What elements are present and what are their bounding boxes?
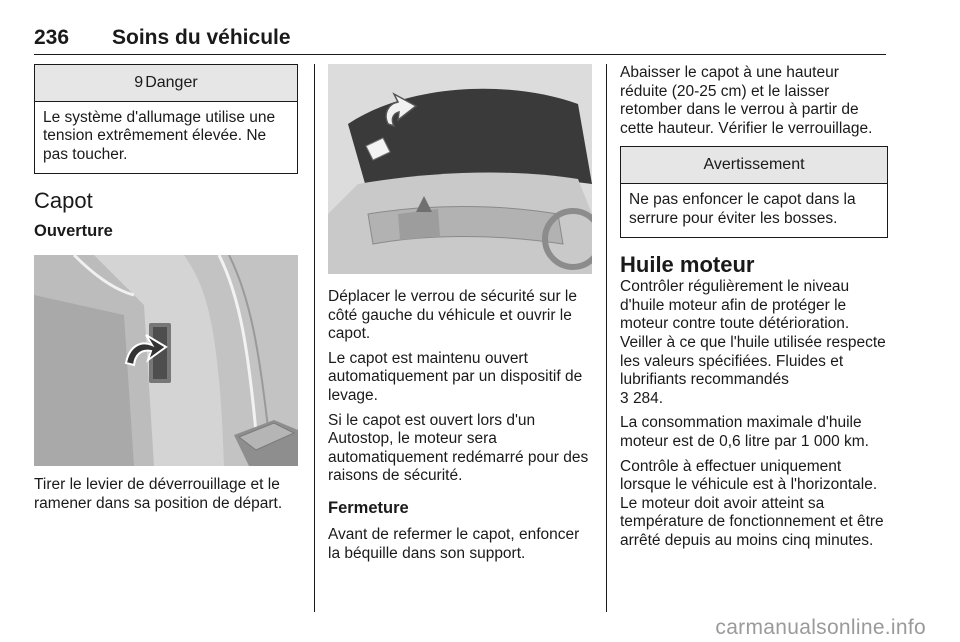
paragraph-1: Abaisser le capot à une hauteur réduite (20-25 cm) et le laisser retomber dans le verrou à partir de cette hauteur. Vérifier le verrouillage. <box>620 64 873 137</box>
paragraph-4: Contrôle à effectuer uniquement lorsque le véhicule est à l'horizontale. Le moteur doit avoir atteint sa température de fonctionnement et être arrêté depuis au moins cinq minutes. <box>620 457 884 549</box>
column-2 <box>328 64 592 563</box>
heading-capot: Capot <box>34 188 93 214</box>
subheading-fermeture: Fermeture <box>328 498 409 517</box>
danger-header <box>35 65 297 102</box>
hood-safety-catch-illustration <box>328 64 592 274</box>
column-1 <box>34 64 298 514</box>
danger-title: Danger <box>145 74 198 91</box>
paragraph-3: Si le capot est ouvert lors d'un Autostop, le moteur sera automatiquement redémarré pour des raisons de sécurité. <box>328 411 589 485</box>
paragraph-2: Le capot est maintenu ouvert automatiquement par un dispositif de levage. <box>328 349 583 404</box>
heading-huile-moteur: Huile moteur <box>620 252 755 278</box>
danger-icon: 9 <box>134 74 144 91</box>
page-ref-icon: 3 <box>620 389 629 407</box>
warning-header: Avertissement <box>621 147 887 184</box>
warning-box <box>620 146 888 238</box>
column-divider-1 <box>314 64 315 612</box>
paragraph-2 <box>620 278 888 408</box>
column-3 <box>620 64 888 550</box>
danger-box <box>34 64 298 174</box>
section-title: Soins du véhicule <box>112 26 291 49</box>
caption-ouverture: Tirer le levier de déverrouillage et le ramener dans sa position de départ. <box>34 476 283 512</box>
warning-text: Ne pas enfoncer le capot dans la serrure pour éviter les bosses. <box>629 190 856 227</box>
paragraph-2-text: Contrôler régulièrement le niveau d'huile moteur afin de protéger le moteur contre toute détérioration. Veiller à ce que l'huile utilisée respecte les valeurs spécifiées. Fluides et lubrifiants recommandés <box>620 278 886 389</box>
subheading-ouverture: Ouverture <box>34 222 113 241</box>
column-divider-2 <box>606 64 607 612</box>
hood-release-lever-illustration <box>34 255 298 466</box>
paragraph-1: Déplacer le verrou de sécurité sur le côté gauche du véhicule et ouvrir le capot. <box>328 288 577 343</box>
page-reference: 284. <box>632 389 664 407</box>
paragraph-4: Avant de refermer le capot, enfoncer la béquille dans son support. <box>328 525 580 562</box>
paragraph-3: La consommation maximale d'huile moteur est de 0,6 litre par 1 000 km. <box>620 414 869 450</box>
page-header <box>34 20 886 55</box>
page-number: 236 <box>34 26 70 49</box>
danger-text: Le système d'allumage utilise une tension extrêmement élevée. Ne pas toucher. <box>43 108 276 163</box>
watermark: carmanualsonline.info <box>715 616 926 639</box>
